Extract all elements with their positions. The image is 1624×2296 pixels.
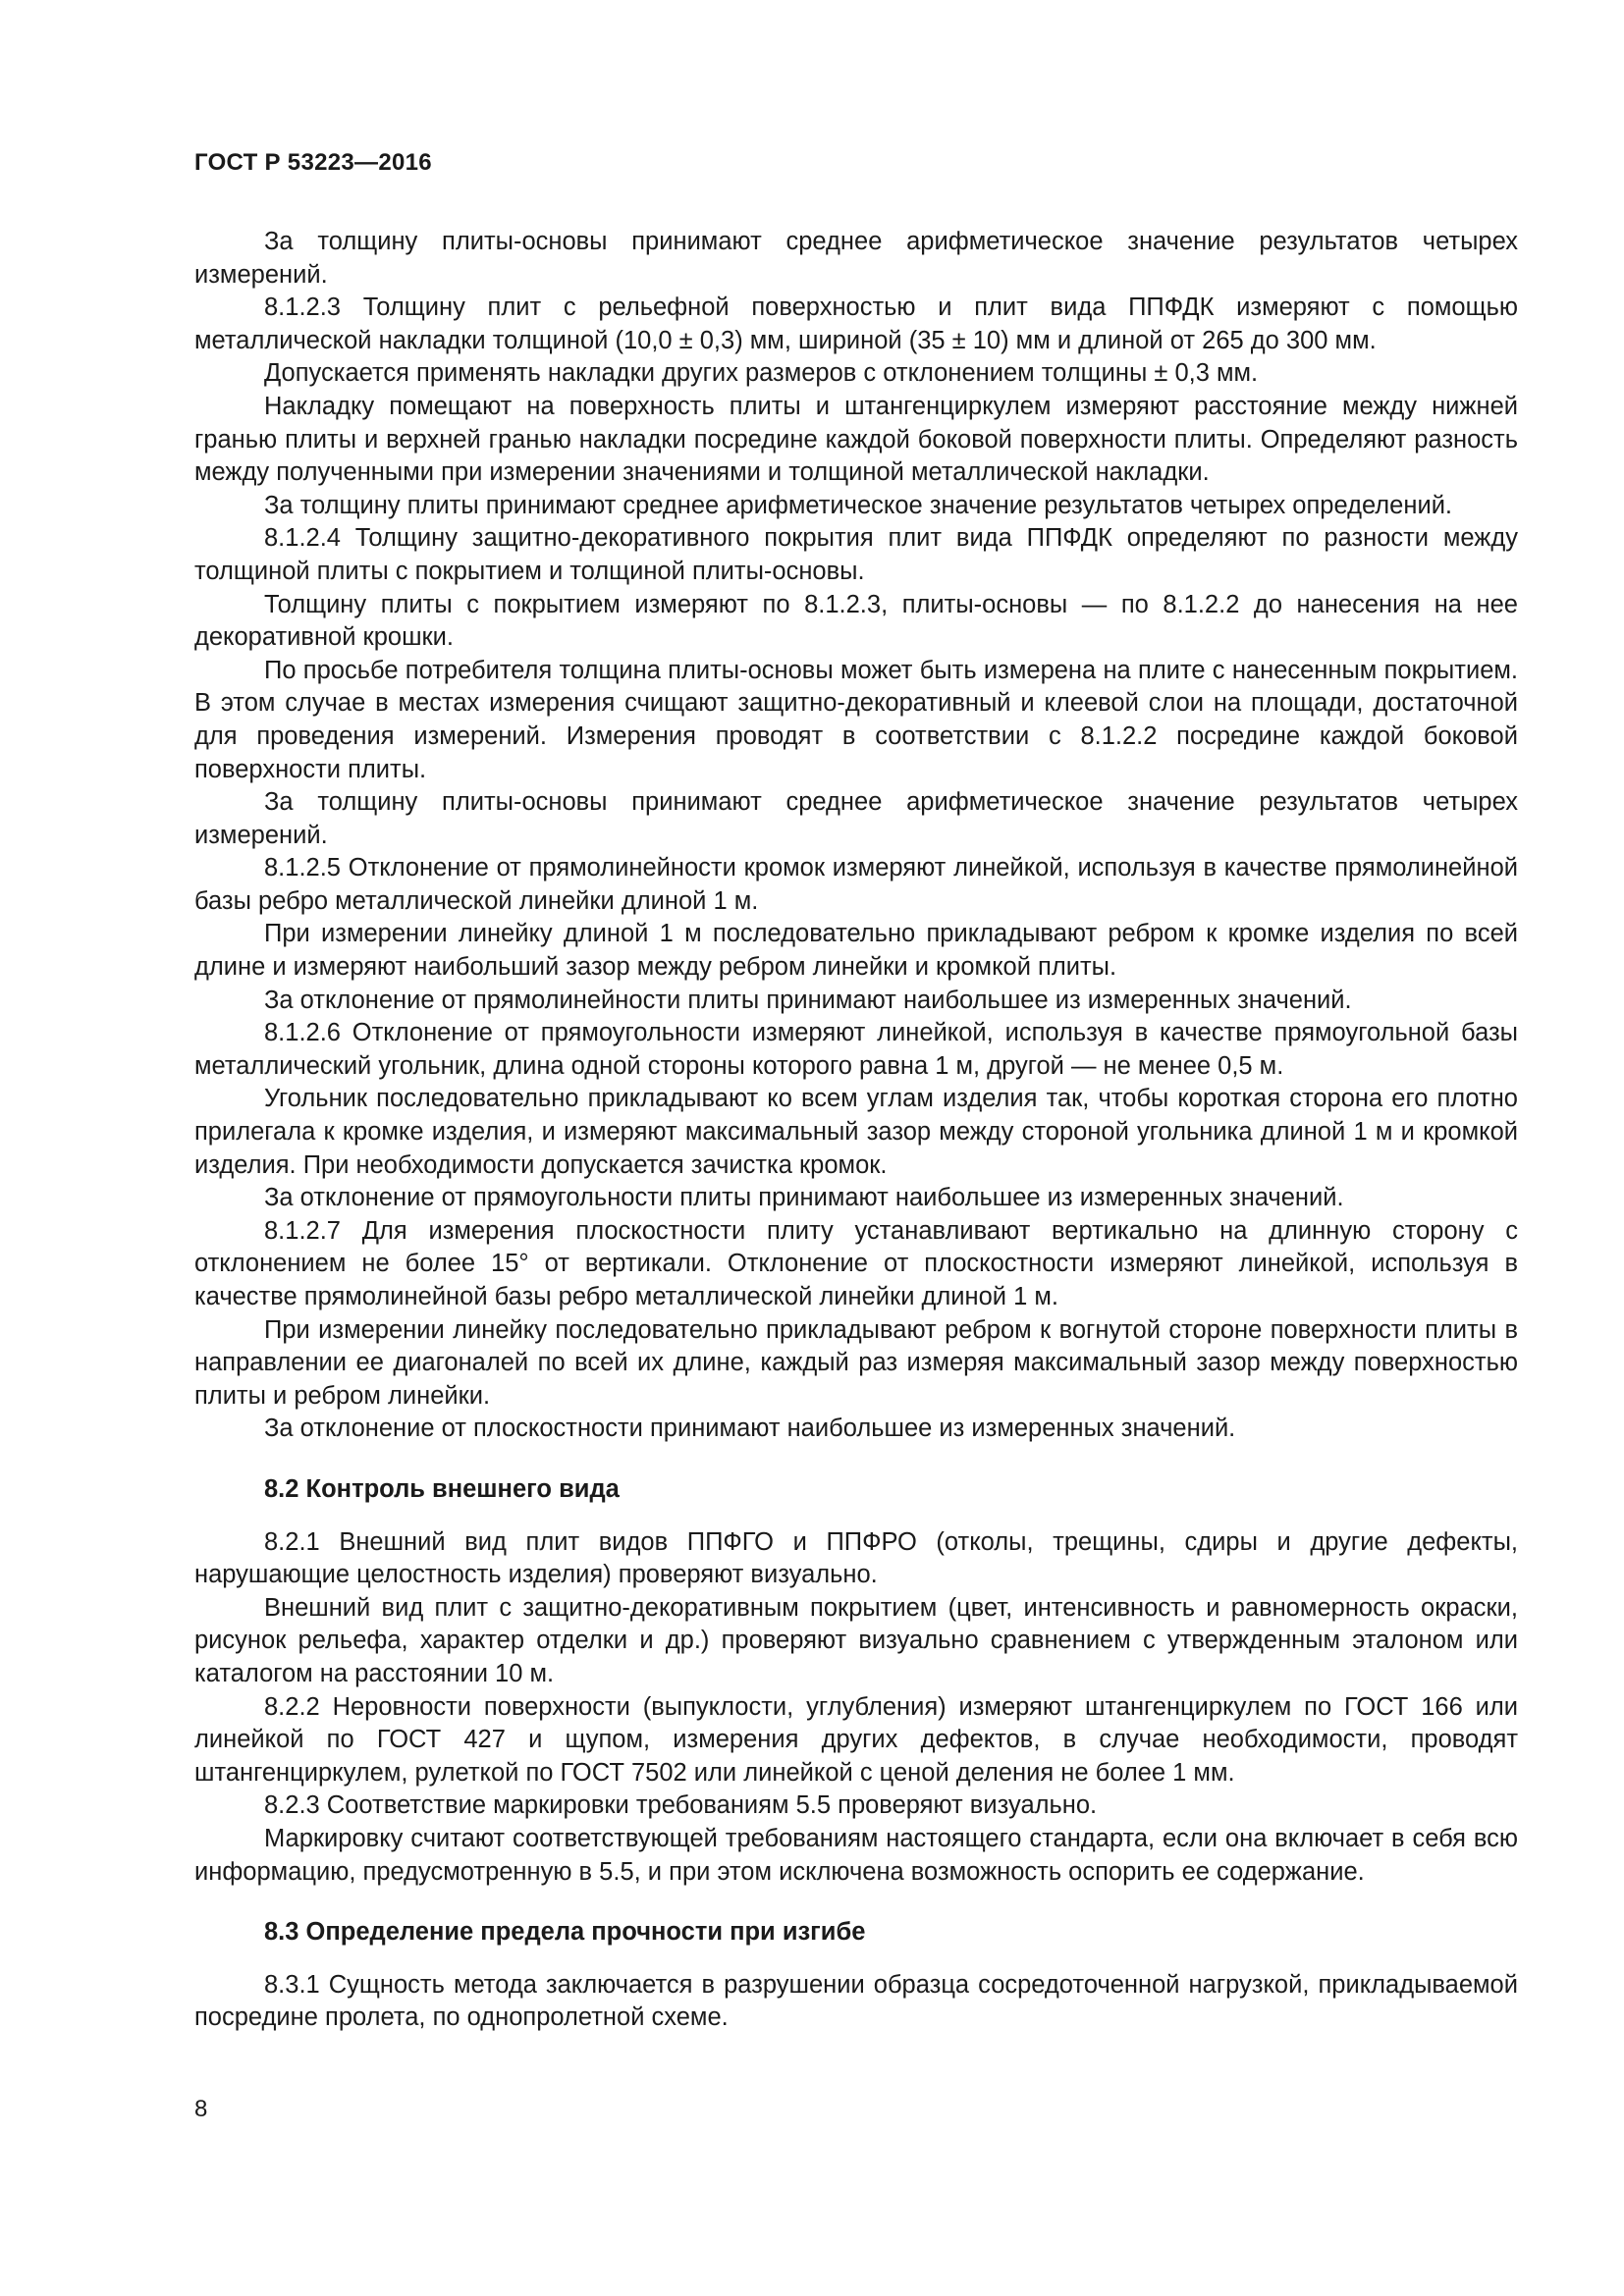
paragraph: 8.2.2 Неровности поверхности (выпуклости, углубления) измеряют штангенциркулем по ГОСТ 166 или линейкой по ГОСТ 427 и щупом, измерения других дефектов, в случае необходимости, проводят штангенциркулем, рулеткой по ГОСТ 7502 или линейкой с ценой деления не более 1 мм. <box>194 1692 1518 1787</box>
section-heading: 8.2 Контроль внешнего вида <box>264 1474 620 1503</box>
paragraph: За толщину плиты принимают среднее арифметическое значение результатов четырех определений. <box>264 491 1453 519</box>
paragraph: Допускается применять накладки других размеров с отклонением толщины ± 0,3 мм. <box>264 359 1259 388</box>
paragraph: Угольник последовательно прикладывают ко всем углам изделия так, чтобы короткая сторона его плотно прилегала к кромке изделия, и измеряют максимальный зазор между стороной угольника длиной 1 м и кромкой изделия. При необходимости допускается зачистка кромок. <box>194 1085 1518 1179</box>
section-heading: 8.3 Определение предела прочности при изгибе <box>264 1918 866 1947</box>
paragraph: 8.2.1 Внешний вид плит видов ППФГО и ППФРО (отколы, трещины, сдиры и другие дефекты, нарушающие целостность изделия) проверяют визуально. <box>194 1527 1518 1589</box>
paragraph: 8.1.2.6 Отклонение от прямоугольности измеряют линейкой, используя в качестве прямоугольной базы металлический угольник, длина одной стороны которого равна 1 м, другой — не менее 0,5 м. <box>194 1019 1518 1080</box>
paragraph: Накладку помещают на поверхность плиты и штангенциркулем измеряют расстояние между нижней гранью плиты и верхней гранью накладки посредине каждой боковой поверхности плиты. Определяют разность между полученными при измерении значениями и толщиной металлической накладки. <box>194 392 1518 487</box>
paragraph: 8.1.2.7 Для измерения плоскостности плиту устанавливают вертикально на длинную сторону с отклонением не более 15° от вертикали. Отклонение от плоскостности измеряют линейкой, используя в качестве прямолинейной базы ребро металлической линейки длиной 1 м. <box>194 1216 1518 1310</box>
paragraph: По просьбе потребителя толщина плиты-основы может быть измерена на плите с нанесенным покрытием. В этом случае в местах измерения счищают защитно-декоративный и клеевой слои на площади, достаточной для проведения измерений. Измерения проводят в соответствии с 8.1.2.2 посредине каждой боковой поверхности плиты. <box>194 656 1518 783</box>
page-number: 8 <box>194 2096 208 2122</box>
paragraph: Толщину плиты с покрытием измеряют по 8.1.2.3, плиты-основы — по 8.1.2.2 до нанесения на нее декоративной крошки. <box>194 590 1518 652</box>
paragraph: За отклонение от прямоугольности плиты принимают наибольшее из измеренных значений. <box>264 1184 1344 1212</box>
paragraph: Внешний вид плит с защитно-декоративным покрытием (цвет, интенсивность и равномерность окраски, рисунок рельефа, характер отделки и др.) проверяют визуально сравнением с утвержденным эталоном или каталогом на расстоянии 10 м. <box>194 1593 1518 1687</box>
paragraph: За толщину плиты-основы принимают среднее арифметическое значение результатов четырех измерений. <box>194 788 1518 849</box>
paragraph: При измерении линейку последовательно прикладывают ребром к вогнутой стороне поверхности плиты в направлении ее диагоналей по всей их длине, каждый раз измеряя максимальный зазор между поверхностью плиты и ребром линейки. <box>194 1315 1518 1410</box>
paragraph: При измерении линейку длиной 1 м последовательно прикладывают ребром к кромке изделия по всей длине и измеряют наибольший зазор между ребром линейки и кромкой плиты. <box>194 920 1518 982</box>
paragraph: 8.3.1 Сущность метода заключается в разрушении образца сосредоточенной нагрузкой, прикладываемой посредине пролета, по однопролетной схеме. <box>194 1970 1518 2032</box>
paragraph: За толщину плиты-основы принимают среднее арифметическое значение результатов четырех измерений. <box>194 228 1518 289</box>
paragraph: 8.2.3 Соответствие маркировки требованиям 5.5 проверяют визуально. <box>264 1791 1098 1820</box>
document-header: ГОСТ Р 53223—2016 <box>194 149 432 176</box>
paragraph: За отклонение от прямолинейности плиты принимают наибольшее из измеренных значений. <box>264 986 1352 1014</box>
paragraph: Маркировку считают соответствующей требованиям настоящего стандарта, если она включает в себя всю информацию, предусмотренную в 5.5, и при этом исключена возможность оспорить ее содержание. <box>194 1824 1518 1886</box>
paragraph: 8.1.2.4 Толщину защитно-декоративного покрытия плит вида ППФДК определяют по разности между толщиной плиты с покрытием и толщиной плиты-основы. <box>194 524 1518 585</box>
document-body <box>194 226 1518 2035</box>
paragraph: 8.1.2.5 Отклонение от прямолинейности кромок измеряют линейкой, используя в качестве прямолинейной базы ребро металлической линейки длиной 1 м. <box>194 854 1518 915</box>
paragraph: За отклонение от плоскостности принимают наибольшее из измеренных значений. <box>264 1415 1236 1443</box>
paragraph: 8.1.2.3 Толщину плит с рельефной поверхностью и плит вида ППФДК измеряют с помощью металлической накладки толщиной (10,0 ± 0,3) мм, шириной (35 ± 10) мм и длиной от 265 до 300 мм. <box>194 294 1518 354</box>
